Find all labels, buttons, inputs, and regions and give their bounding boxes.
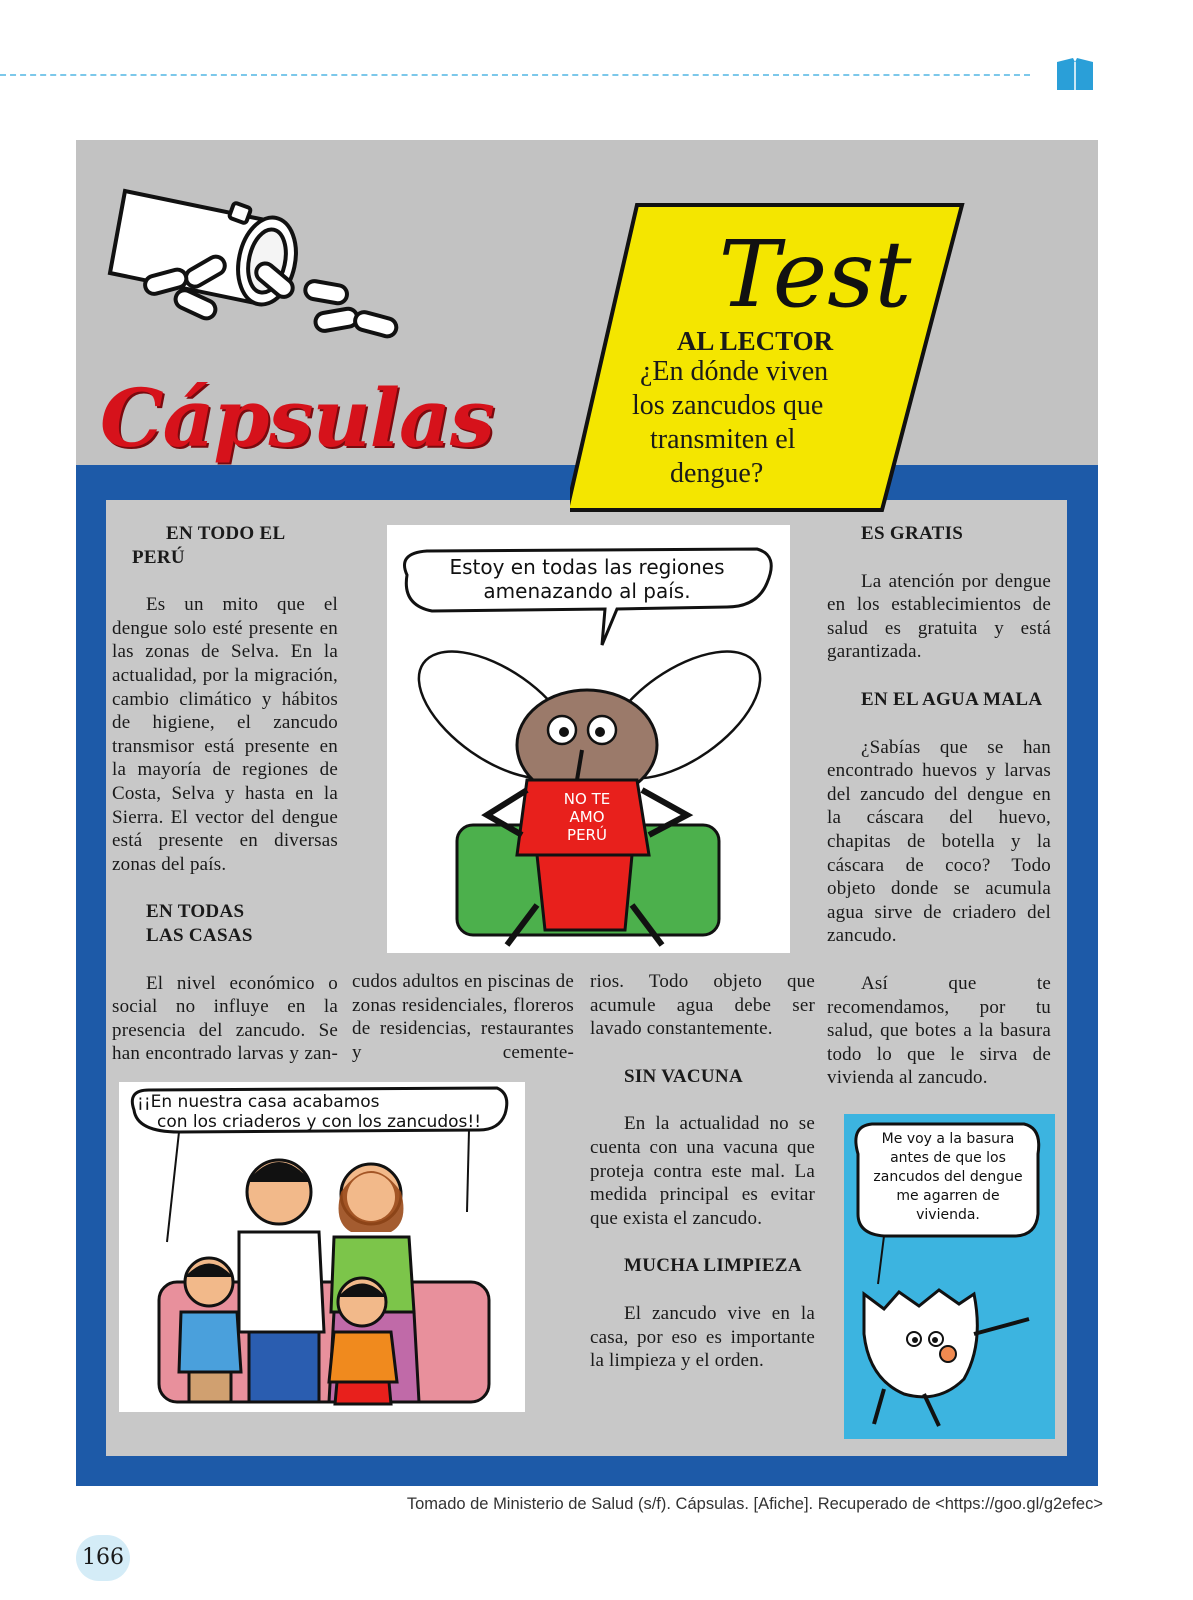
- family-bubble-line: con los criaderos y con los zancudos!!: [157, 1112, 482, 1132]
- heading-es-gratis: ES GRATIS: [861, 523, 964, 544]
- right-column: [827, 522, 1051, 1090]
- family-comic: [119, 1082, 525, 1412]
- heading-mucha-limpieza: MUCHA LIMPIEZA: [624, 1255, 802, 1277]
- heading-en-todas-las-casas-line2: LAS CASAS: [146, 924, 253, 946]
- mosquito-comic: [387, 525, 790, 953]
- middle-column: [352, 970, 574, 1064]
- shirt-text-line: AMO: [569, 808, 605, 826]
- pill-bottle-icon: [105, 183, 425, 358]
- test-question-line: transmiten el: [650, 424, 796, 455]
- source-caption: Tomado de Ministerio de Salud (s/f). Cápsulas. [Afiche]. Recuperado de <https://goo.gl/g2efec>: [406, 1495, 1103, 1513]
- test-subtitle: AL LECTOR: [676, 326, 834, 356]
- brand-title: Cápsulas: [100, 371, 494, 465]
- test-box: [570, 195, 970, 520]
- heading-en-todas-las-casas-line1: EN TODAS: [146, 901, 245, 923]
- test-question-line: dengue?: [670, 458, 764, 489]
- egg-bubble-line: zancudos del dengue: [873, 1169, 1023, 1185]
- paragraph-agua-mala: ¿Sabías que se han encontrado huevos y larvas del zancudo del dengue en la cáscara del huevo, chapitas de botella y la cáscara de coco? Todo objeto donde se acumula agua sirve de criadero del zancudo.: [827, 736, 1051, 947]
- test-question-line: los zancudos que: [632, 390, 824, 421]
- family-bubble-line: ¡¡En nuestra casa acabamos: [137, 1092, 380, 1112]
- book-icon: [1055, 56, 1095, 92]
- egg-comic: [844, 1114, 1055, 1439]
- paragraph-mito: Es un mito que el dengue solo esté presente en las zonas de Selva. En la actualidad, por la migración, cambio climático y hábitos de higiene, el zancudo transmisor está presente en la mayoría de regiones de Costa, Selva y hasta en la Sierra. El vector del dengue está presente en diversas zonas del país.: [112, 594, 338, 875]
- shirt-text-line: PERÚ: [567, 826, 607, 844]
- heading-en-el-agua-mala: EN EL AGUA MALA: [861, 688, 1043, 710]
- paragraph-mucha-limpieza: El zancudo vive en la casa, por eso es importante la limpieza y el orden.: [590, 1302, 815, 1372]
- page-number: 166: [76, 1535, 130, 1581]
- mosquito-bubble-line: amenazando al país.: [483, 579, 691, 603]
- heading-sin-vacuna: SIN VACUNA: [624, 1065, 743, 1087]
- test-question-line: ¿En dónde viven: [640, 356, 829, 387]
- egg-bubble-line: Me voy a la basura: [881, 1131, 1015, 1147]
- paragraph-nivel-economico: El nivel económico o social no influye en la presencia del zancudo. Se han encontrado larvas y zan-: [112, 972, 338, 1065]
- egg-bubble-line: me agarren de: [896, 1188, 1000, 1204]
- test-title: Test: [718, 221, 912, 328]
- heading-en-todo-el-peru: EN TODO EL PERÚ: [132, 523, 285, 568]
- paragraph-es-gratis: La atención por dengue en los establecimientos de salud es gratuita y está garantizada.: [827, 570, 1051, 663]
- paragraph-continuation-2: rios. Todo objeto que acumule agua debe ser lavado constantemente.: [590, 971, 815, 1040]
- paragraph-continuation-1: cudos adultos en piscinas de zonas residenciales, floreros de residencias, restaurantes y cemente-: [352, 971, 574, 1063]
- egg-bubble-line: vivienda.: [916, 1207, 980, 1223]
- shirt-text-line: NO TE: [563, 790, 611, 808]
- paragraph-sin-vacuna: En la actualidad no se cuenta con una vacuna que proteja contra este mal. La medida principal es evitar que exista el zancudo.: [590, 1113, 815, 1229]
- paragraph-recomendacion: Así que te recomendamos, por tu salud, que botes a la basura todo lo que le sirva de vivienda al zancudo.: [827, 972, 1051, 1089]
- header-dashed-rule: [0, 74, 1030, 76]
- left-column: [112, 522, 338, 1066]
- third-column: [590, 970, 815, 1373]
- egg-bubble-line: antes de que los: [890, 1150, 1006, 1166]
- mosquito-bubble-line: Estoy en todas las regiones: [449, 555, 725, 579]
